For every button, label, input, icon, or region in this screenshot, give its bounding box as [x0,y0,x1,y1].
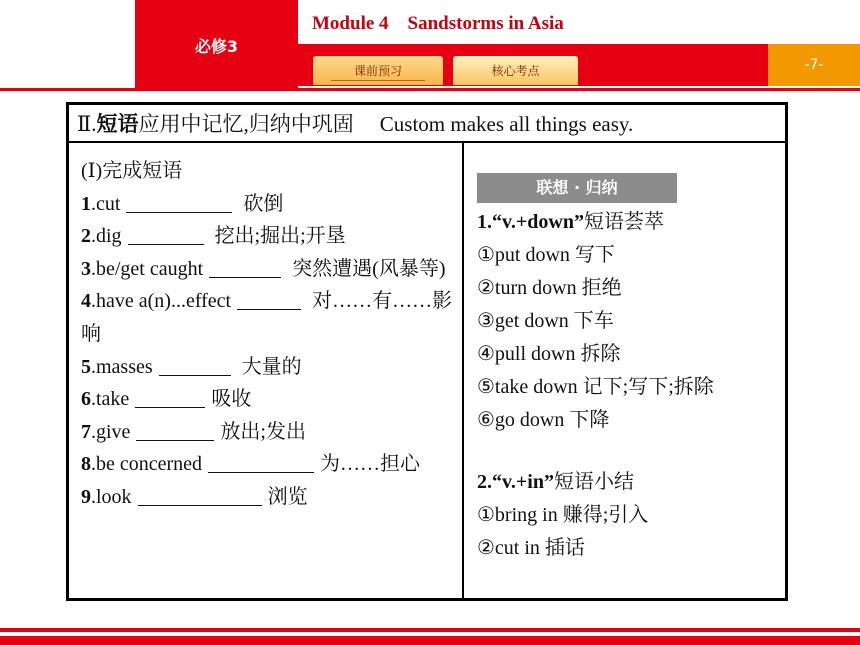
module-title: Module 4 Sandstorms in Asia [312,13,564,34]
tab-active-underline [331,80,425,81]
section-heading [69,105,785,143]
fill-in-column [81,155,457,514]
answer-blank[interactable] [136,419,214,441]
summary-item: ⑤take down 记下;写下;拆除 [477,376,714,398]
answer-blank[interactable] [126,191,232,213]
answer-blank[interactable] [237,288,301,310]
phrase-item: 7.give 放出;发出 [81,420,306,443]
section-motto: Custom makes all things easy. [379,112,634,136]
summary-item: ①put down 写下 [477,244,615,266]
phrase-item: 9.look 浏览 [81,485,308,508]
phrase-item: 1.cut 砍倒 [81,192,284,215]
fill-in-subtitle: (Ⅰ)完成短语 [81,160,183,182]
section-roman: Ⅱ. [77,112,97,136]
summary-item: ④pull down 拆除 [477,343,621,365]
header-left-blank [0,0,135,90]
phrase-item: 8.be concerned 为……担心 [81,453,421,476]
group-title-in: 2.“v.+in”短语小结 [477,471,634,493]
answer-blank[interactable] [128,223,204,245]
phrase-item: 6.take 吸收 [81,388,252,411]
summary-item: ⑥go down 下降 [477,409,610,431]
summary-column [477,171,777,565]
group-title-down: 1.“v.+down”短语荟萃 [477,211,664,233]
section-title-bold: 短语 [96,112,139,136]
answer-blank[interactable] [209,256,281,278]
summary-item: ②turn down 拒绝 [477,277,622,299]
summary-item: ③get down 下车 [477,310,614,332]
footer-rule-thick [0,636,860,645]
association-badge: 联想 · 归纳 [477,173,677,203]
group-spacer [477,437,777,466]
phrase-table [66,102,788,601]
page-number: -7- [768,44,860,86]
answer-blank[interactable] [159,354,231,376]
phrase-item: 4.have a(n)...effect 对……有……影响 [81,290,453,345]
book-label: 必修3 [135,0,298,90]
phrase-item: 5.masses 大量的 [81,355,302,378]
summary-item: ②cut in 插话 [477,537,585,559]
tab-preview[interactable] [313,56,443,85]
header-rule [0,88,860,91]
column-divider [462,143,464,598]
phrase-item: 3.be/get caught 突然遭遇(风暴等) [81,257,446,280]
answer-blank[interactable] [138,484,262,506]
footer-rule-thin [0,628,860,632]
answer-blank[interactable] [208,451,314,473]
tab-key-points-label: 核心考点 [491,64,540,78]
tab-preview-label: 课前预习 [353,64,402,78]
phrase-item: 2.dig 挖出;掘出;开垦 [81,225,346,248]
section-title-rest: 应用中记忆,归纳中巩固 [138,112,354,136]
summary-item: ①bring in 赚得;引入 [477,504,649,526]
answer-blank[interactable] [135,386,205,408]
tab-key-points[interactable] [453,56,578,85]
